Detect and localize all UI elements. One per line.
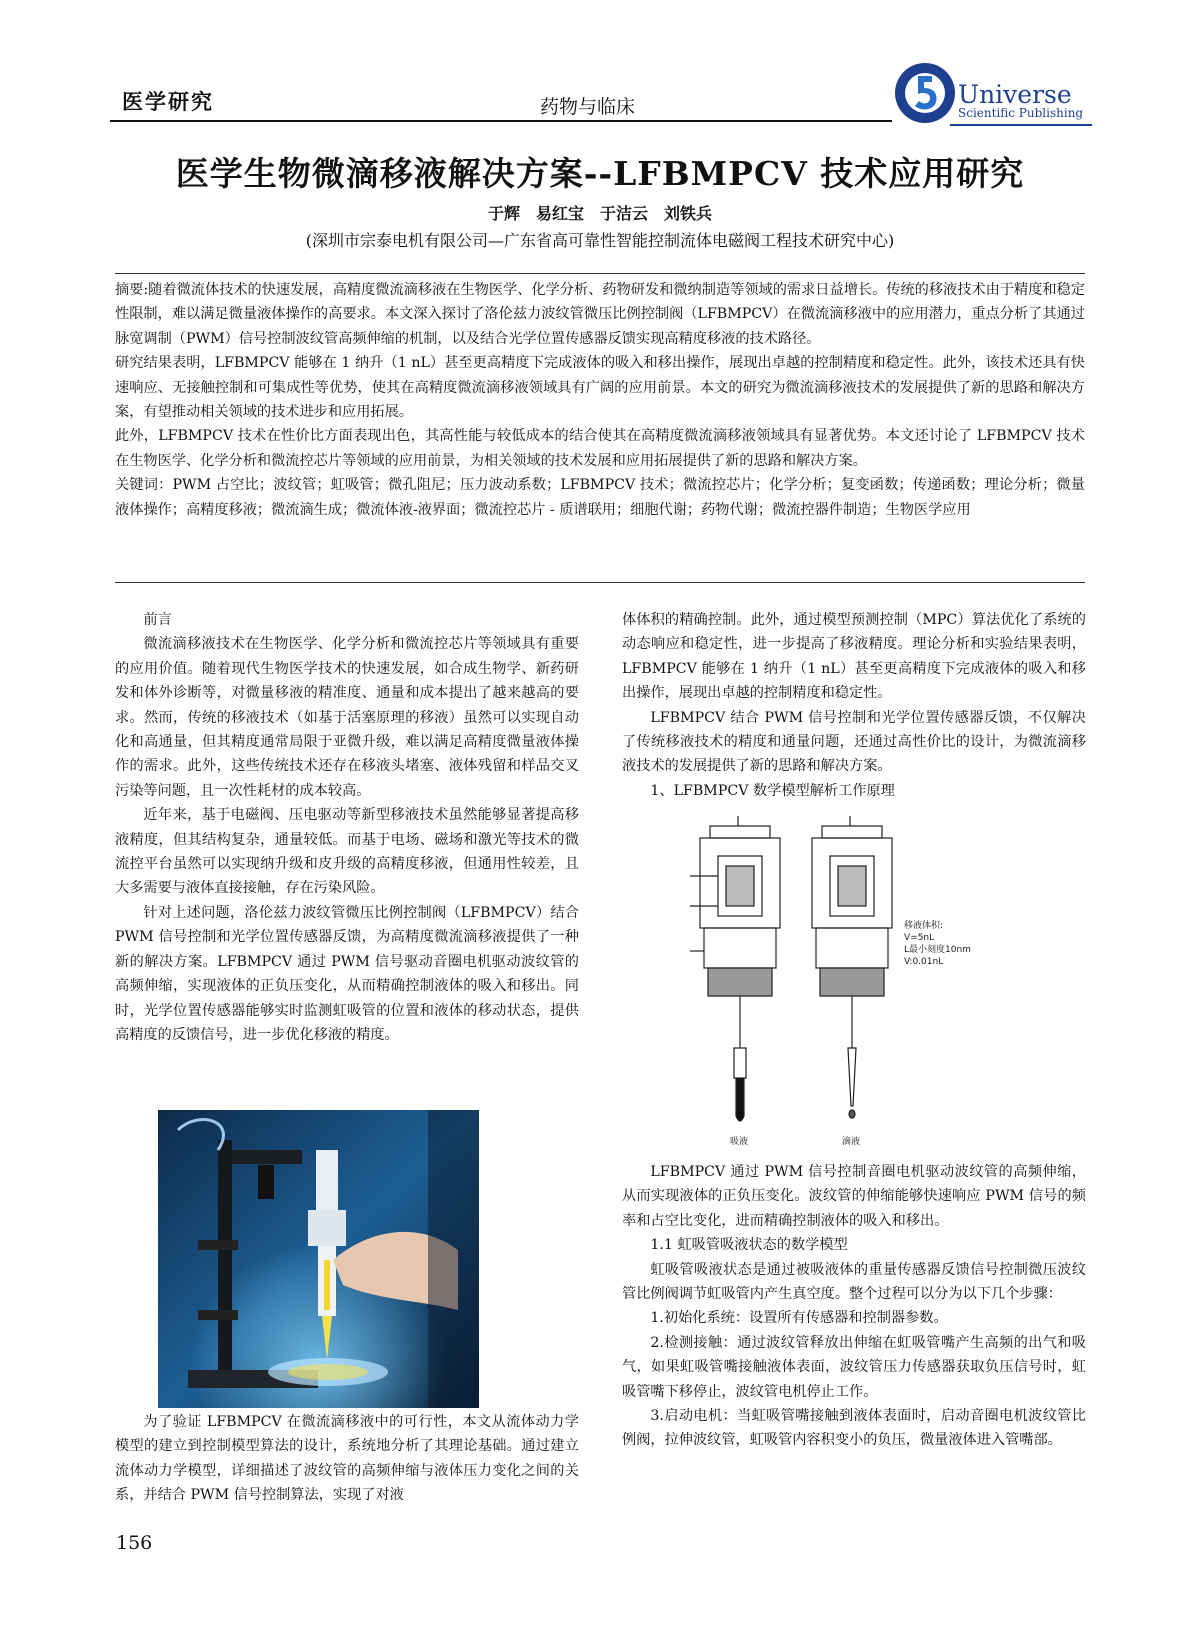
left-column-continued <box>115 1410 579 1508</box>
paper-affiliation: (深圳市宗泰电机有限公司—广东省高可靠性智能控制流体电磁阀工程技术研究中心) <box>305 231 895 250</box>
keywords: 关键词：PWM 占空比；波纹管；虹吸管；微孔阻尼；压力波动系数；LFBMPCV 技术；微流控芯片；化学分析；复变函数；传递函数；理论分析；微量液体操作；高精度移液；微流滴生成；微流体液-液界面；微流控芯片 - 质谱联用；细胞代谢；药物代谢；微流控器件制造；生物医学应用 <box>115 477 1085 518</box>
figure-caption-right: 滴液 <box>842 1137 861 1147</box>
section-heading-1-1: 1.1 虹吸管吸液状态的数学模型 <box>650 1237 848 1254</box>
valve-diagram-image <box>690 816 986 1148</box>
body-paragraph: 虹吸管吸液状态是通过被吸液体的重量传感器反馈信号控制微压波纹管比例阀调节虹吸管内产生真空度。整个过程可以分为以下几个步骤： <box>622 1261 1086 1303</box>
page-number: 156 <box>116 1532 153 1554</box>
body-paragraph: 针对上述问题，洛伦兹力波纹管微压比例控制阀（LFBMPCV）结合 PWM 信号控制和光学位置传感器反馈，为高精度微流滴移液提供了一种新的解决方案。LFBMPCV 通过 PWM 信号驱动音圈电机驱动波纹管的高频伸缩，实现液体的正负压变化，从而精确控制液体的吸入和移出。同时，光学位置传感器能够实时监测虹吸管的位置和液体的移动状态，提供高精度的反馈信号，进一步优化移液的精度。 <box>115 904 579 1043</box>
section-heading-1: 1、LFBMPCV 数学模型解析工作原理 <box>650 782 895 799</box>
logo-wordmark: Universe <box>958 80 1072 109</box>
abstract-bottom-rule <box>115 582 1085 583</box>
figure-note: V=5nL <box>904 933 935 943</box>
figure-note: V:0.01nL <box>904 957 944 967</box>
body-paragraph: 为了验证 LFBMPCV 在微流滴移液中的可行性，本文从流体动力学模型的建立到控制模型算法的设计，系统地分析了其理论基础。通过建立流体动力学模型，详细描述了波纹管的高频伸缩与液体压力变化之间的关系，并结合 PWM 信号控制算法，实现了对液 <box>115 1414 579 1504</box>
paper-authors: 于辉 易红宝 于洁云 刘铁兵 <box>487 204 712 223</box>
body-paragraph: LFBMPCV 通过 PWM 信号控制音圈电机驱动波纹管的高频伸缩，从而实现液体的正负压变化。波纹管的伸缩能够快速响应 PWM 信号的频率和占空比变化，进而精确控制液体的吸入和移出。 <box>622 1164 1086 1229</box>
abstract-top-rule <box>115 273 1085 274</box>
left-column <box>115 608 579 1047</box>
pipetting-mechanism-figure <box>690 816 986 1148</box>
lab-pipetting-photo <box>158 1110 479 1408</box>
logo-subtitle: Scientific Publishing <box>958 106 1084 120</box>
header-rule <box>110 120 892 122</box>
pipette-photo-image <box>158 1110 479 1408</box>
abstract-paragraph: 摘要:随着微流体技术的快速发展，高精度微流滴移液在生物医学、化学分析、药物研发和微纳制造等领域的需求日益增长。传统的移液技术由于精度和稳定性限制，难以满足微量液体操作的高要求。本文深入探讨了洛伦兹力波纹管微压比例控制阀（LFBMPCV）在微流滴移液中的应用潜力，重点分析了其通过脉宽调制（PWM）信号控制波纹管高频伸缩的机制，以及结合光学位置传感器反馈实现高精度移液的技术路径。 <box>115 282 1085 347</box>
step-item: 2.检测接触：通过波纹管释放出伸缩在虹吸管嘴产生高频的出气和吸气，如果虹吸管嘴接触液体表面，波纹管压力传感器获取负压信号时，虹吸管嘴下移停止，波纹管电机停止工作。 <box>622 1334 1086 1400</box>
journal-name: 医学研究 <box>122 90 214 114</box>
abstract-block <box>115 278 1085 522</box>
abstract-paragraph: 研究结果表明，LFBMPCV 能够在 1 纳升（1 nL）甚至更高精度下完成液体的吸入和移出操作，展现出卓越的控制精度和稳定性。此外，该技术还具有快速响应、无接触控制和可集成性等优势，使其在高精度微流滴移液领域具有广阔的应用前景。本文的研究为微流滴移液技术的发展提供了新的思路和解决方案，有望推动相关领域的技术进步和应用拓展。 <box>115 355 1085 421</box>
figure-note: L最小刻度10nm <box>904 945 971 955</box>
section-title: 药物与临床 <box>540 96 636 118</box>
body-paragraph: 体体积的精确控制。此外，通过模型预测控制（MPC）算法优化了系统的动态响应和稳定性，进一步提高了移液精度。理论分析和实验结果表明，LFBMPCV 能够在 1 纳升（1 nL）甚至更高精度下完成液体的吸入和移出操作，展现出卓越的控制精度和稳定性。 <box>622 612 1086 702</box>
body-paragraph: LFBMPCV 结合 PWM 信号控制和光学位置传感器反馈，不仅解决了传统移液技术的精度和通量问题，还通过高性价比的设计，为微流滴移液技术的发展提供了新的思路和解决方案。 <box>622 709 1086 775</box>
figure-note: 移液体积: <box>904 921 944 931</box>
section-heading-preface: 前言 <box>143 612 172 628</box>
right-column <box>622 608 1086 803</box>
paper-title: 医学生物微滴移液解决方案--LFBMPCV 技术应用研究 <box>175 154 1025 193</box>
step-item: 3.启动电机：当虹吸管嘴接触到液体表面时，启动音圈电机波纹管比例阀，拉伸波纹管，虹吸管内容积变小的负压，微量液体进入管嘴部。 <box>622 1408 1086 1449</box>
step-item: 1.初始化系统：设置所有传感器和控制器参数。 <box>650 1310 948 1327</box>
figure-caption-left: 吸液 <box>730 1137 749 1147</box>
body-paragraph: 近年来，基于电磁阀、压电驱动等新型移液技术虽然能够显著提高移液精度，但其结构复杂，通量较低。而基于电场、磁场和激光等技术的微流控平台虽然可以实现纳升级和皮升级的高精度移液，但通用性较差，且大多需要与液体直接接触，存在污染风险。 <box>115 807 579 897</box>
right-column-continued <box>622 1160 1086 1453</box>
abstract-paragraph: 此外，LFBMPCV 技术在性价比方面表现出色，其高性能与较低成本的结合使其在高精度微流滴移液领域具有显著优势。本文还讨论了 LFBMPCV 技术在生物医学、化学分析和微流控芯片等领域的应用前景，为相关领域的技术发展和应用拓展提供了新的思路和解决方案。 <box>115 428 1085 469</box>
body-paragraph: 微流滴移液技术在生物医学、化学分析和微流控芯片等领域具有重要的应用价值。随着现代生物医学技术的快速发展，如合成生物学、新药研发和体外诊断等，对微量移液的精准度、通量和成本提出了越来越高的要求。然而，传统的移液技术（如基于活塞原理的移液）虽然可以实现自动化和高通量，但其精度通常局限于亚微升级，难以满足高精度微量液体操作的需求。此外，这些传统技术还存在移液头堵塞、液体残留和样品交叉污染等问题，且一次性耗材的成本较高。 <box>115 636 579 799</box>
